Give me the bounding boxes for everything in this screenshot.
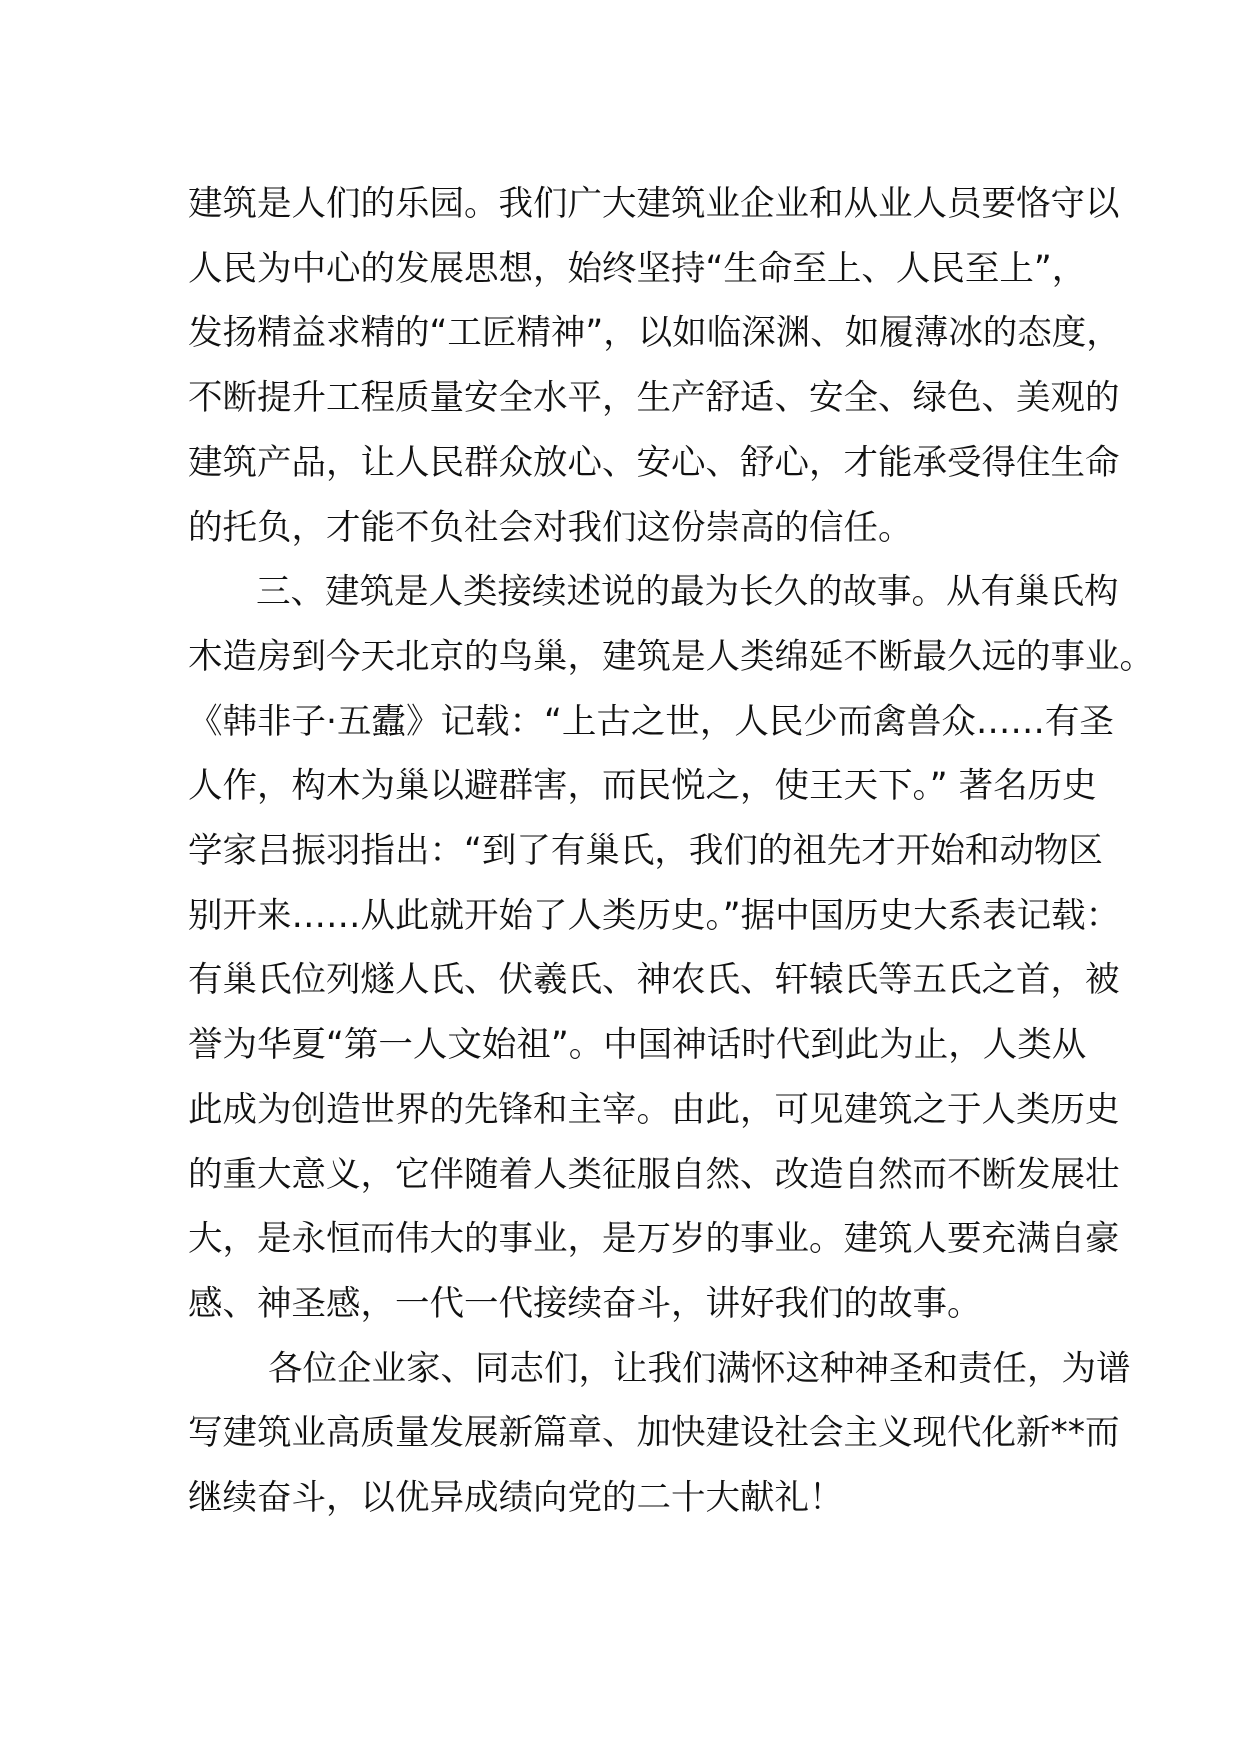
paragraph-3 (188, 1337, 1131, 1531)
text-line: 人民为中心的发展思想，始终坚持“生命至上、人民至上”， (188, 248, 1087, 289)
text-line: 建筑是人们的乐园。我们广大建筑业企业和从业人员要恪守以 (188, 184, 1120, 224)
text-line: 此成为创造世界的先锋和主宰。由此，可见建筑之于人类历史 (188, 1089, 1120, 1130)
text-line: 有巢氏位列燧人氏、伏羲氏、神农氏、轩辕氏等五氏之首，被 (188, 960, 1120, 1001)
text-line: 写建筑业高质量发展新篇章、加快建设社会主义现代化新**而 (188, 1413, 1120, 1454)
text-line: 大，是永恒而伟大的事业，是万岁的事业。建筑人要充满自豪 (188, 1219, 1120, 1260)
text-line: 别开来……从此就开始了人类历史。”据中国历史大系表记载： (188, 895, 1121, 936)
text-line: 誉为华夏“第一人文始祖”。中国神话时代到此为止，人类从 (188, 1025, 1087, 1066)
text-line: 不断提升工程质量安全水平，生产舒适、安全、绿色、美观的 (188, 378, 1120, 419)
text-line: 的重大意义，它伴随着人类征服自然、改造自然而不断发展壮 (188, 1154, 1120, 1195)
text-line: 发扬精益求精的“工匠精神”，以如临深渊、如履薄冰的态度， (188, 313, 1121, 354)
text-line: 各位企业家、同志们，让我们满怀这种神圣和责任，为谱 (268, 1348, 1131, 1389)
text-line: 感、神圣感，一代一代接续奋斗，讲好我们的故事。 (188, 1283, 982, 1324)
text-line: 的托负，才能不负社会对我们这份崇高的信任。 (188, 507, 913, 548)
text-line: 三、建筑是人类接续述说的最为长久的故事。从有巢氏构 (256, 572, 1119, 613)
text-line: 《韩非子·五蠹》记载：“上古之世，人民少而禽兽众……有圣 (188, 701, 1114, 742)
paragraph-2 (188, 560, 1154, 1336)
document-body (188, 172, 1154, 1531)
paragraph-1 (188, 172, 1121, 560)
text-line: 学家吕振羽指出：“到了有巢氏，我们的祖先才开始和动物区 (188, 831, 1103, 872)
text-line: 建筑产品，让人民群众放心、安心、舒心，才能承受得住生命 (188, 442, 1120, 483)
text-line: 人作，构木为巢以避群害，而民悦之，使王天下。” 著名历史 (188, 766, 1097, 807)
text-line: 木造房到今天北京的鸟巢，建筑是人类绵延不断最久远的事业。 (188, 636, 1154, 677)
text-line: 继续奋斗，以优异成绩向党的二十大献礼！ (188, 1478, 844, 1519)
